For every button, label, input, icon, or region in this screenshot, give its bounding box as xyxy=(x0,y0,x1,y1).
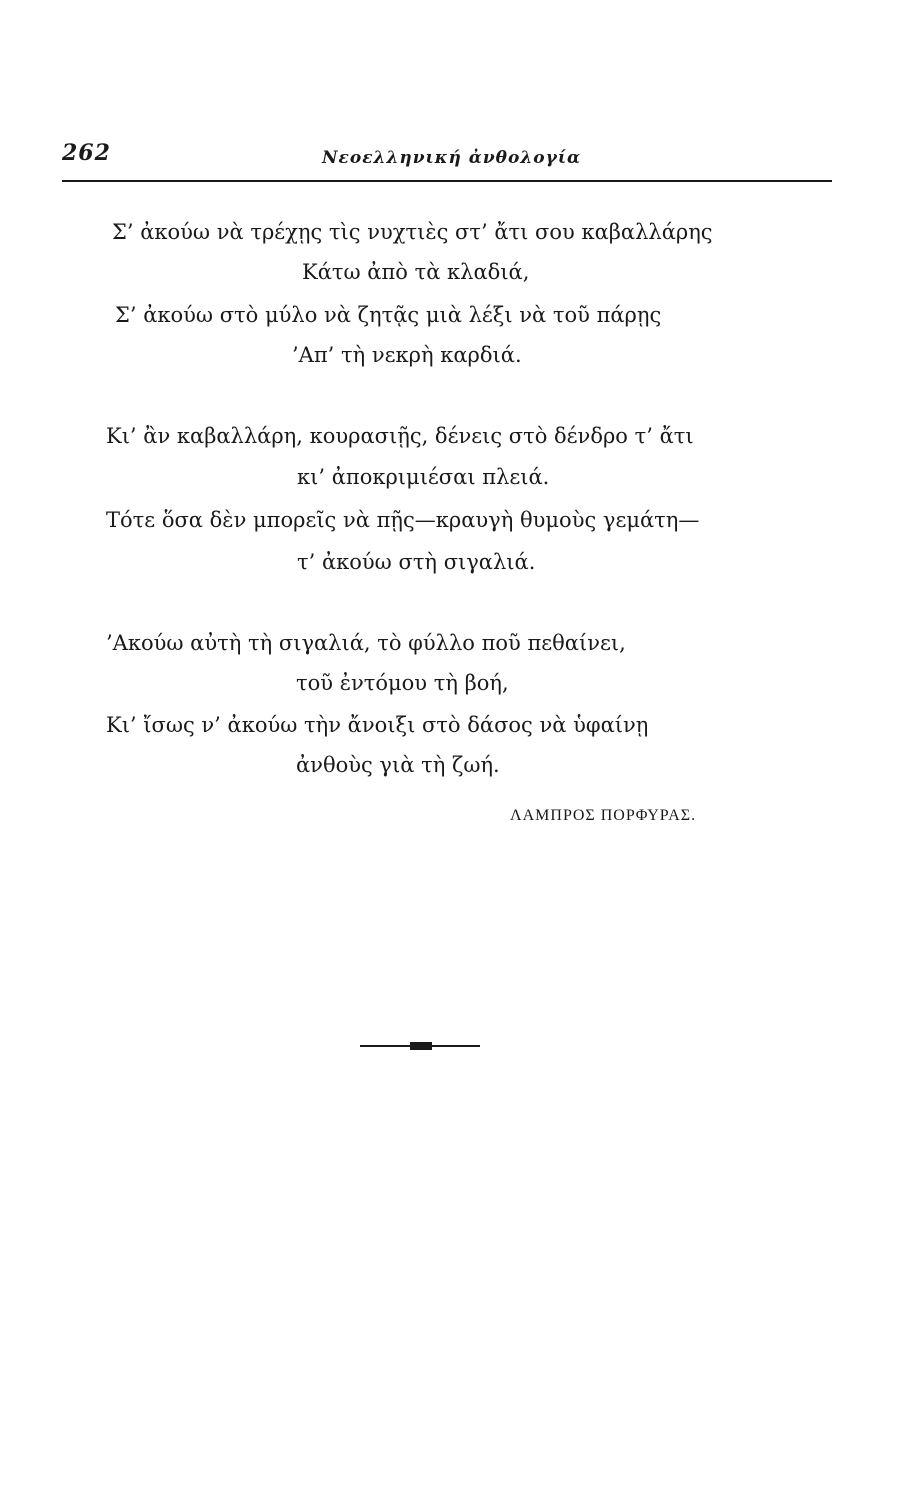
page-number: 262 xyxy=(62,140,111,166)
poem-line: Κι’ ἂν καβαλλάρη, κουρασιῇς, δένεις στὸ δένδρο τ’ ἄτι xyxy=(106,424,694,448)
poem-line: Τότε ὅσα δὲν μπορεῖς νὰ πῇς—κραυγὴ θυμοὺς γεμάτη— xyxy=(106,508,700,532)
end-ornament xyxy=(360,1042,480,1050)
poem-line: ’Ακούω αὐτὴ τὴ σιγαλιά, τὸ φύλλο ποῦ πεθαίνει, xyxy=(106,631,626,655)
ornament-mark xyxy=(410,1042,432,1050)
poem-line: Κάτω ἀπὸ τὰ κλαδιά, xyxy=(302,260,530,284)
header-rule xyxy=(62,180,832,182)
poem-line: Σ’ ἀκούω στὸ μύλο νὰ ζητᾷς μιὰ λέξι νὰ τοῦ πάρῃς xyxy=(115,303,662,327)
poem-line: τ’ ἀκούω στὴ σιγαλιά. xyxy=(297,550,536,574)
poem-line: ἀνθοὺς γιὰ τὴ ζωή. xyxy=(296,753,500,777)
poem-line: ’Απ’ τὴ νεκρὴ καρδιά. xyxy=(292,343,522,367)
poem-line: κι’ ἀποκριμιέσαι πλειά. xyxy=(297,465,550,489)
author-signature: ΛΑΜΠΡΟΣ ΠΟΡΦΥΡΑΣ. xyxy=(510,807,697,824)
poem-line: τοῦ ἐντόμου τὴ βοή, xyxy=(296,671,509,695)
running-title: Νεοελληνική ἀνθολογία xyxy=(322,148,582,168)
poem-line: Σ’ ἀκούω νὰ τρέχῃς τὶς νυχτιὲς στ’ ἄτι σου καβαλλάρης xyxy=(112,220,713,244)
poem-line: Κι’ ἴσως ν’ ἀκούω τὴν ἄνοιξι στὸ δάσος νὰ ὑφαίνῃ xyxy=(106,713,649,737)
